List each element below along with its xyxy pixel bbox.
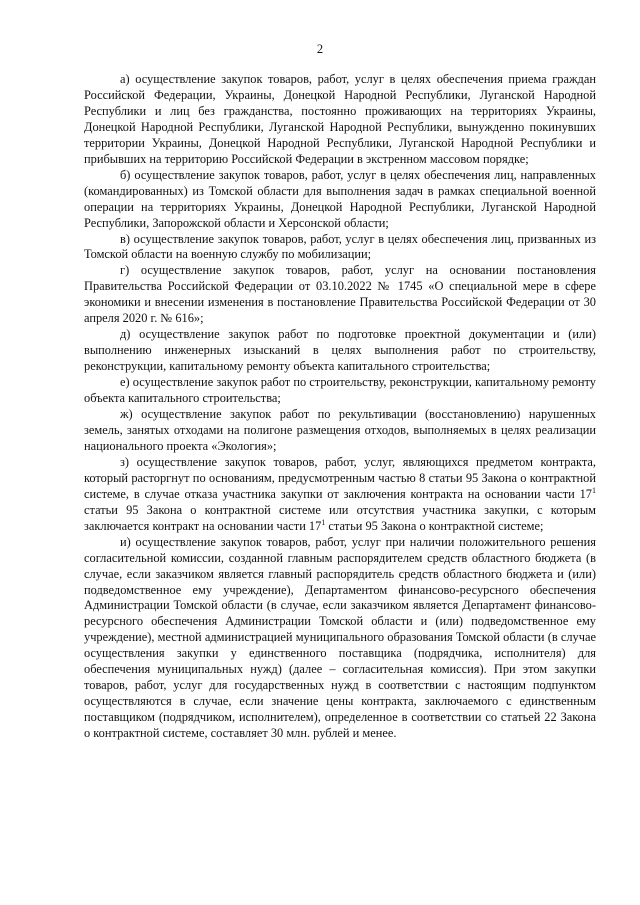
document-body xyxy=(84,72,596,742)
paragraph-a: а) осуществление закупок товаров, работ, услуг в целях обеспечения приема граждан Российской Федерации, Украины, Донецкой Народной Республики, Луганской Народной Республики и лиц без гражданства, постоянно проживающих на территориях Украины, Донецкой Народной Республики, Луганской Народной Республики, вынужденно покинувших территории Украины, Донецкой Народной Республики, Луганской Народной Республики и прибывших на территорию Российской Федерации в экстренном массовом порядке; xyxy=(84,72,596,166)
superscript: 1 xyxy=(592,485,596,495)
page-number: 2 xyxy=(316,42,324,56)
paragraph-z-part-2: статьи 95 Закона о контрактной системе или отсутствия участника закупки, с которым заключается контракт на основании части 17 xyxy=(84,502,596,533)
paragraph-e: е) осуществление закупок работ по строительству, реконструкции, капитальному ремонту объекта капитального строительства; xyxy=(84,375,596,406)
paragraph-b: б) осуществление закупок товаров, работ, услуг в целях обеспечения лиц, направленных (командированных) из Томской области для выполнения задач в рамках специальной военной операции на территориях Украины, Донецкой Народной Республики, Луганской Народной Республики, Запорожской области и Херсонской области; xyxy=(84,167,596,230)
paragraph-g: г) осуществление закупок товаров, работ, услуг на основании постановления Правительства Российской Федерации от 03.10.2022 № 1745 «О специальной мере в сфере экономики и внесении изменения в постановление Правительства Российской Федерации от 30 апреля 2020 г. № 616»; xyxy=(84,263,596,326)
paragraph-i: и) осуществление закупок товаров, работ, услуг при наличии положительного решения согласительной комиссии, созданной главным распорядителем средств областного бюджета (в случае, если заказчиком является главный распорядитель средств областного бюджета и (или) подведомственное ему учреждение), Департаментом финансово-ресурсного обеспечения Администрации Томской области (в случае, если заказчиком является Департамент финансово-ресурсного обеспечения Администрации Томской области и (или) подведомственное ему учреждение), местной администрацией муниципального образования Томской области (в случае осуществления закупки у единственного поставщика (подрядчика, исполнителя) для обеспечения муниципальных нужд) (далее – согласительная комиссия). При этом закупки товаров, работ, услуг для государственных нужд в соответствии с настоящим подпунктом осуществляются в случае, если значение цены контракта, заключаемого с единственным поставщиком (подрядчиком, исполнителем), определенное в соответствии со статьей 22 Закона о контрактной системе, составляет 30 млн. рублей и менее. xyxy=(84,534,596,741)
paragraph-z-part-1: з) осуществление закупок товаров, работ, услуг, являющихся предметом контракта, который расторгнут по основаниям, предусмотренным частью 8 статьи 95 Закона о контрактной системе, в случае отказа участника закупки от заключения контракта на основании части 17 xyxy=(84,454,596,501)
paragraph-z xyxy=(84,455,596,535)
superscript: 1 xyxy=(321,517,326,527)
paragraph-z-part-3: статьи 95 Закона о контрактной системе; xyxy=(325,518,544,533)
paragraph-zh: ж) осуществление закупок работ по рекультивации (восстановлению) нарушенных земель, занятых отходами на полигоне размещения отходов, выполняемых в целях реализации национального проекта «Экология»; xyxy=(84,407,596,453)
paragraph-v: в) осуществление закупок товаров, работ, услуг в целях обеспечения лиц, призванных из Томской области на военную службу по мобилизации; xyxy=(84,231,596,262)
paragraph-d: д) осуществление закупок работ по подготовке проектной документации и (или) выполнению инженерных изысканий в целях выполнения работ по строительству, реконструкции, капитальному ремонту объекта капитального строительства; xyxy=(84,327,596,374)
